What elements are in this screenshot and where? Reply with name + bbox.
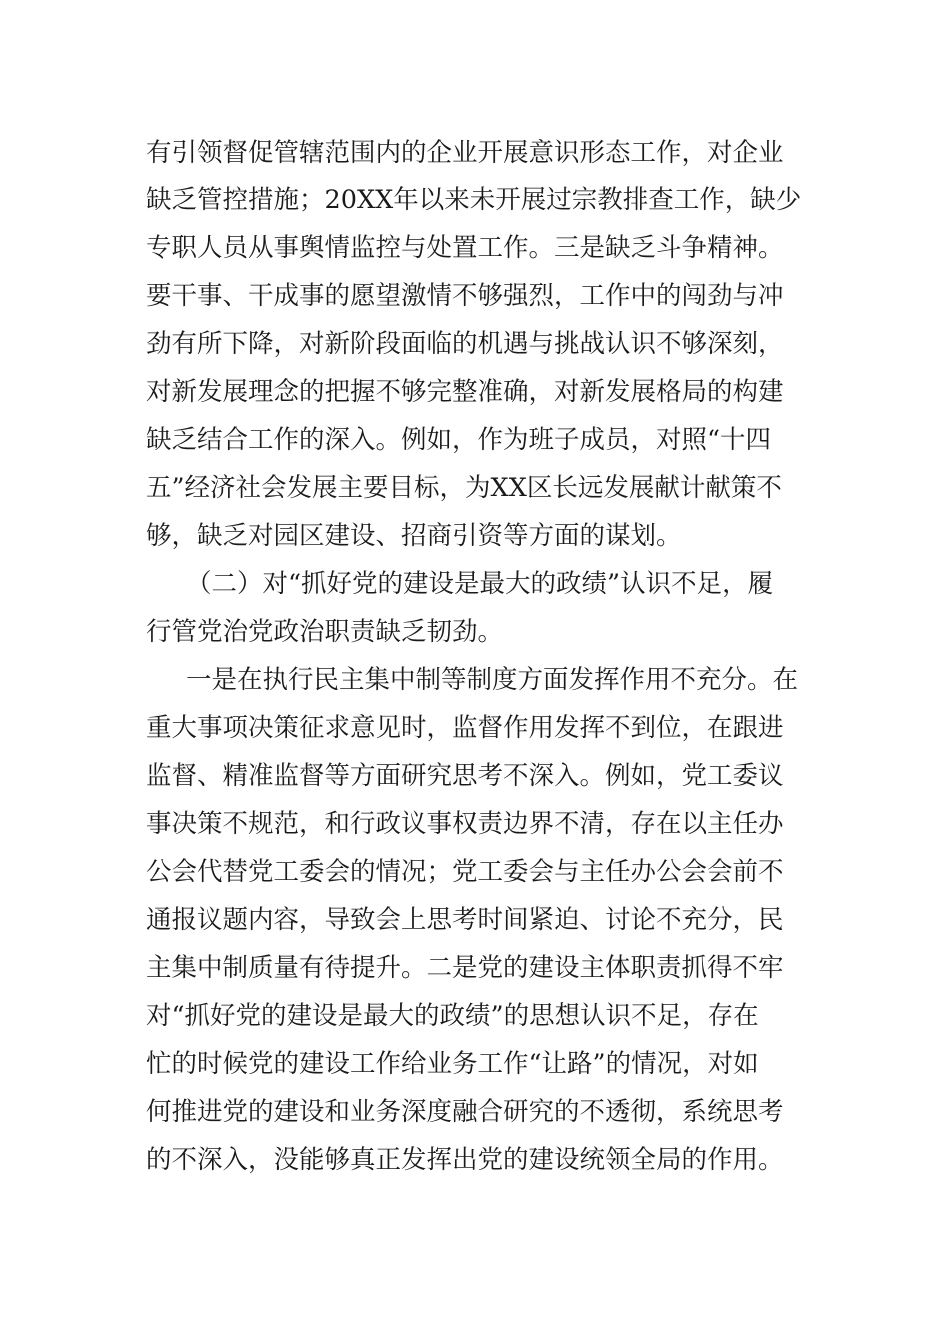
text-line-20: 忙的时候党的建设工作给业务工作“让路”的情况，对如 — [146, 1049, 759, 1079]
text-line-4: 要干事、干成事的愿望激情不够强烈，工作中的闯劲与冲 — [146, 281, 784, 311]
text-line-8: 五”经济社会发展主要目标，为XX区长远发展献计献策不 — [146, 473, 782, 503]
text-line-16: 公会代替党工委会的情况；党工委会与主任办公会会前不 — [146, 857, 784, 887]
text-line-5: 劲有所下降，对新阶段面临的机遇与挑战认识不够深刻， — [146, 329, 784, 359]
text-line-9: 够，缺乏对园区建设、招商引资等方面的谋划。 — [146, 521, 682, 551]
section-heading-line-1: （二）对“抓好党的建设是最大的政绩”认识不足，履 — [186, 569, 774, 599]
text-line-2: 缺乏管控措施；20XX年以来未开展过宗教排查工作，缺少 — [146, 185, 802, 215]
text-line-15: 事决策不规范，和行政议事权责边界不清，存在以主任办 — [146, 809, 784, 839]
text-line-22: 的不深入，没能够真正发挥出党的建设统领全局的作用。 — [146, 1145, 784, 1175]
text-line-21: 何推进党的建设和业务深度融合研究的不透彻，系统思考 — [146, 1097, 784, 1127]
text-line-6: 对新发展理念的把握不够完整准确，对新发展格局的构建 — [146, 377, 784, 407]
text-line-1: 有引领督促管辖范围内的企业开展意识形态工作，对企业 — [146, 138, 784, 168]
section-heading-line-2: 行管党治党政治职责缺乏韧劲。 — [146, 617, 504, 647]
text-line-7: 缺乏结合工作的深入。例如，作为班子成员，对照“十四 — [146, 425, 772, 455]
text-line-14: 监督、精准监督等方面研究思考不深入。例如，党工委议 — [146, 761, 784, 791]
text-line-12: 一是在执行民主集中制等制度方面发挥作用不充分。在 — [186, 665, 799, 695]
text-line-18: 主集中制质量有待提升。二是党的建设主体职责抓得不牢 — [146, 953, 784, 983]
text-line-17: 通报议题内容，导致会上思考时间紧迫、讨论不充分，民 — [146, 905, 784, 935]
text-line-13: 重大事项决策征求意见时，监督作用发挥不到位，在跟进 — [146, 713, 784, 743]
text-line-3: 专职人员从事舆情监控与处置工作。三是缺乏斗争精神。 — [146, 233, 784, 263]
text-line-19: 对“抓好党的建设是最大的政绩”的思想认识不足，存在 — [146, 1001, 759, 1031]
